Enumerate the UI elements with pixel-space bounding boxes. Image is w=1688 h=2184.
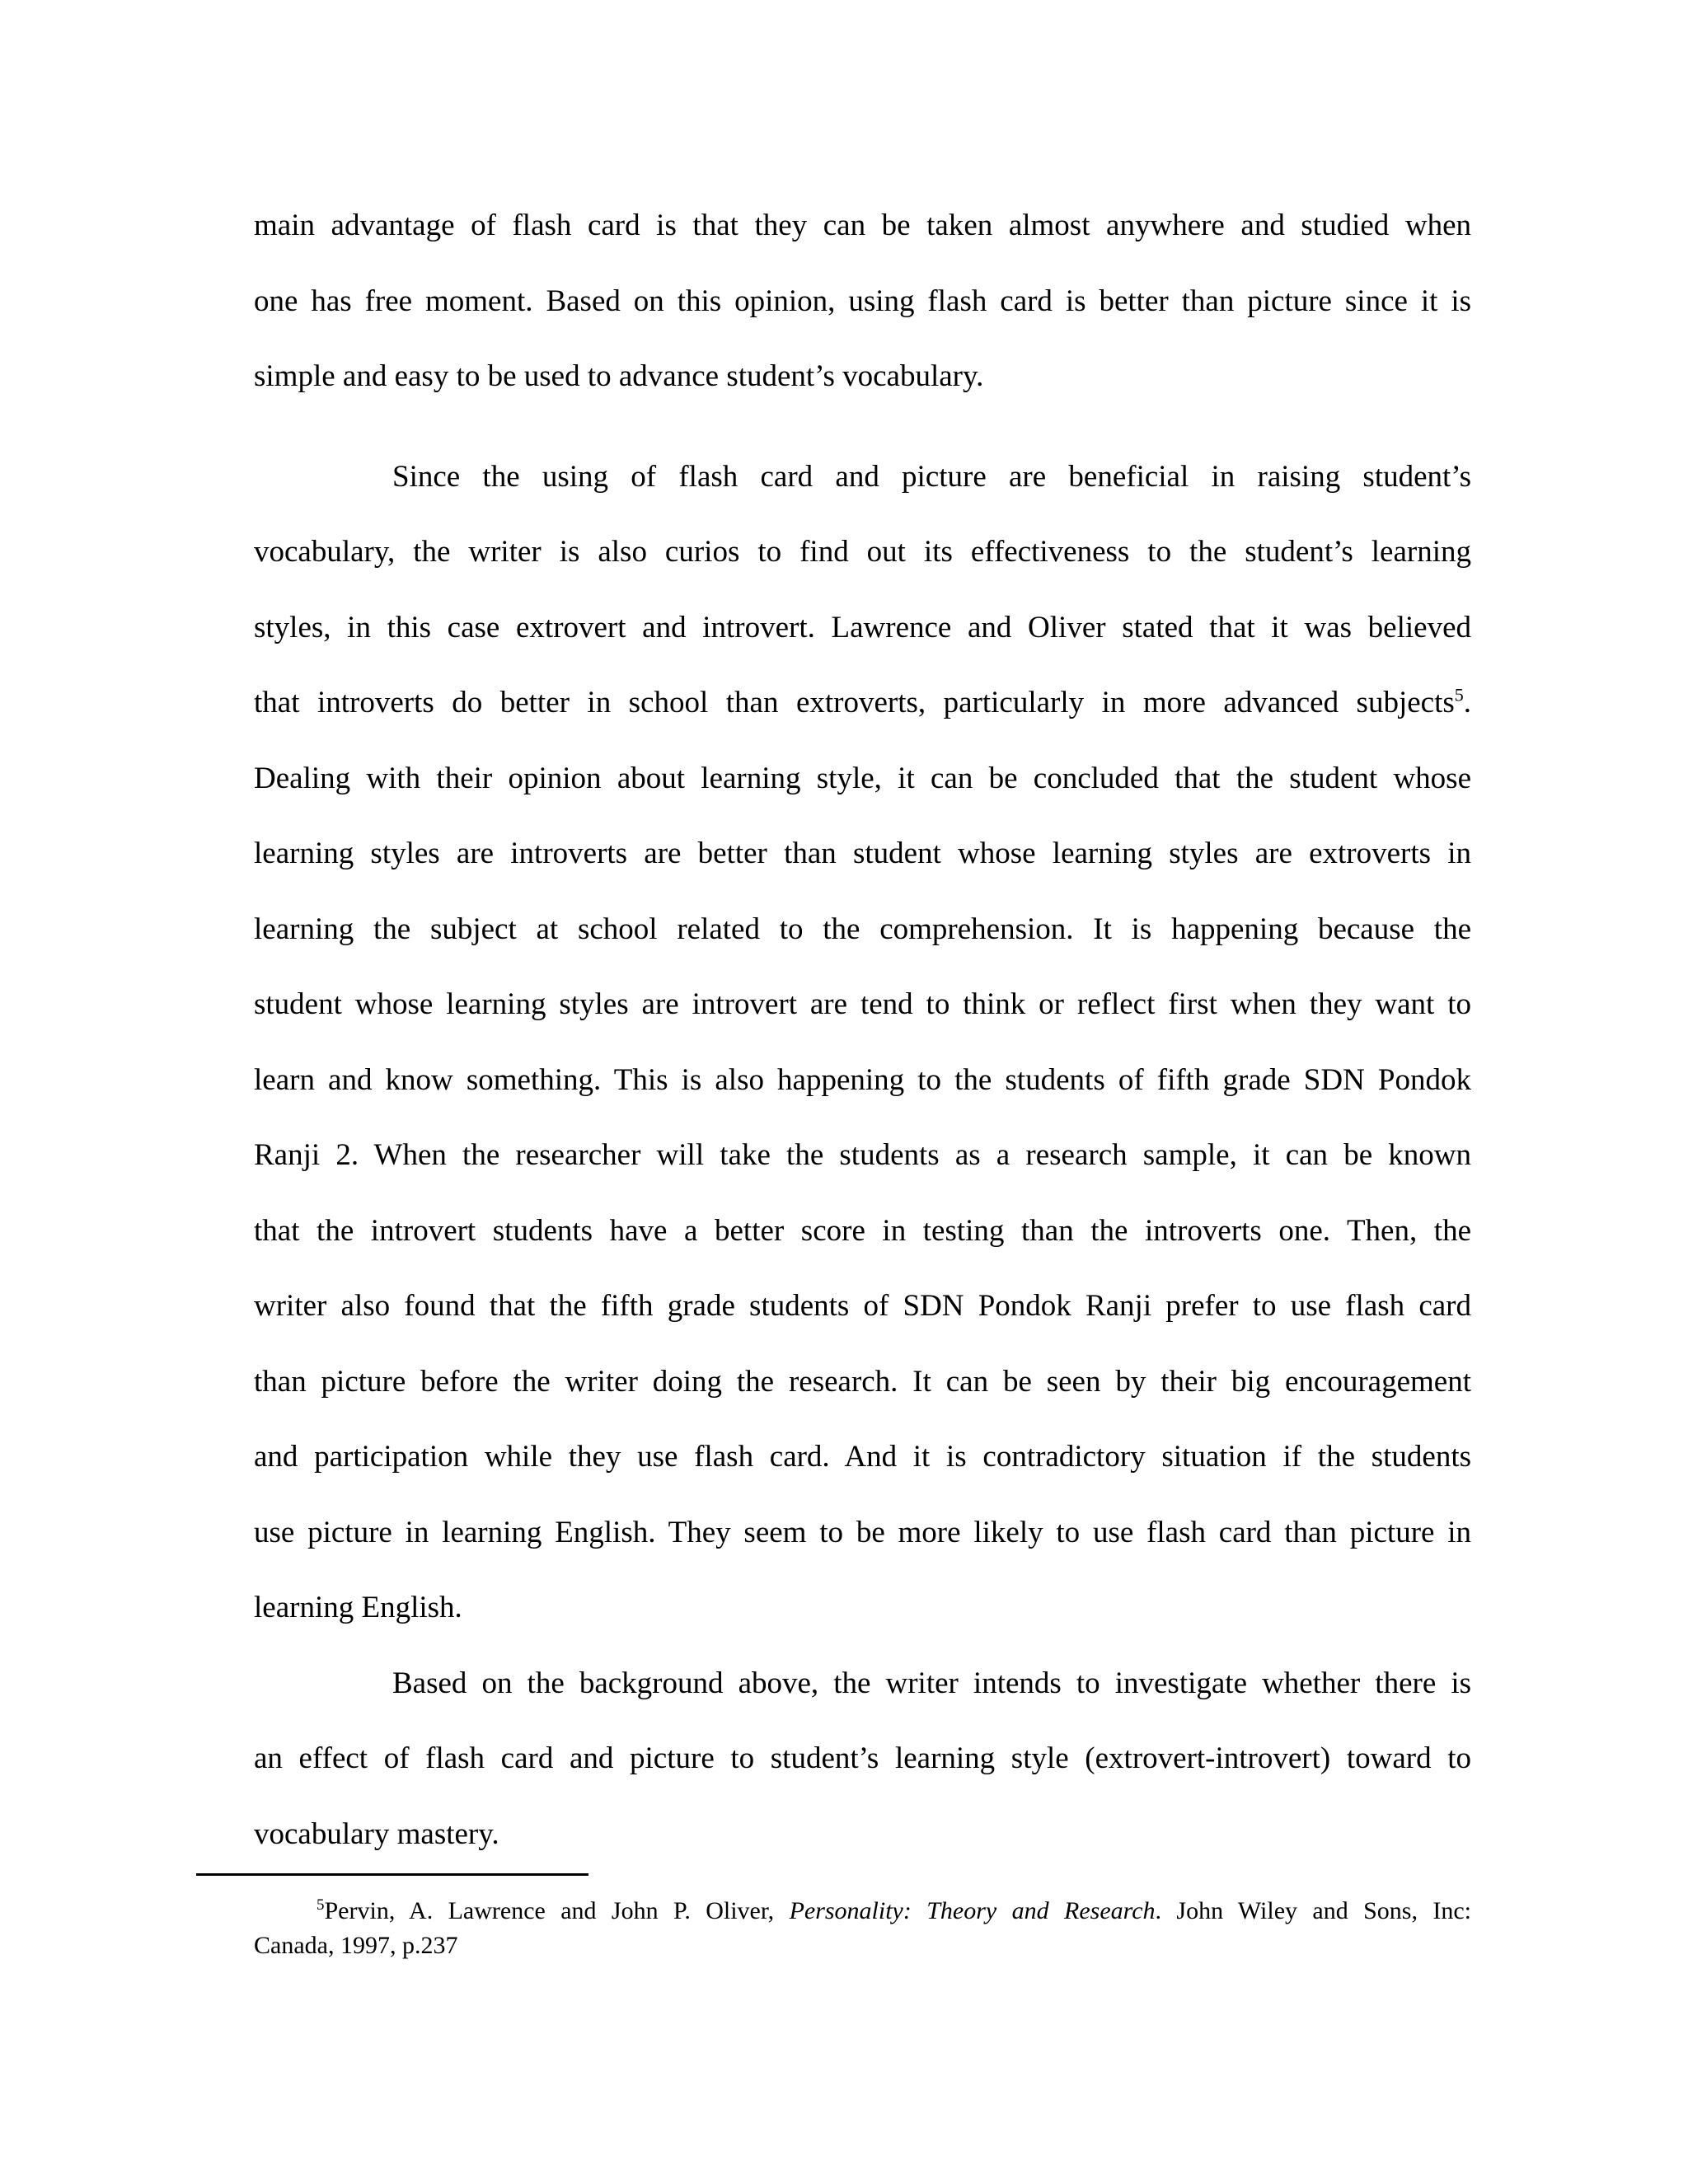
footnote-book-title: Personality: Theory and Research — [789, 1897, 1156, 1924]
paragraph-3-line-1: Based on the background above, the writer intends to investigate whether there is — [392, 1666, 1471, 1700]
paragraph-2-line-8: student whose learning styles are introvert are tend to think or reflect first when they want to — [254, 987, 1471, 1021]
footnote-separator — [196, 1873, 588, 1876]
paragraph-1-line-1: main advantage of flash card is that they can be taken almost anywhere and studied when — [254, 209, 1471, 242]
paragraph-2-line-11: that the introvert students have a better score in testing than the introverts one. Then, the — [254, 1213, 1471, 1248]
footnote-reference-period: . — [1463, 686, 1471, 719]
paragraph-2-line-12: writer also found that the fifth grade students of SDN Pondok Ranji prefer to use flash card — [254, 1289, 1471, 1323]
paragraph-2-line-6: learning styles are introverts are better than student whose learning styles are extroverts in — [254, 837, 1471, 870]
body-text — [254, 188, 1471, 1872]
footnote-publisher: . John Wiley and Sons, Inc: — [1155, 1897, 1471, 1924]
paragraph-2-line-3: styles, in this case extrovert and introvert. Lawrence and Oliver stated that it was believed — [254, 610, 1471, 644]
paragraph-2-line-16: learning English. — [254, 1591, 462, 1624]
footnote-line-2: Canada, 1997, p.237 — [254, 1932, 458, 1959]
paragraph-2-line-5: Dealing with their opinion about learning style, it can be concluded that the student whose — [254, 761, 1471, 795]
paragraph-2-line-13: than picture before the writer doing the research. It can be seen by their big encouragement — [254, 1364, 1471, 1399]
footnote-line-1 — [254, 1894, 1471, 1929]
paragraph-2-line-1: Since the using of flash card and picture are beneficial in raising student’s — [392, 459, 1471, 494]
paragraph-2-line-9: learn and know something. This is also happening to the students of fifth grade SDN Pondok — [254, 1062, 1471, 1097]
footnote — [254, 1894, 1471, 1963]
paragraph-2-line-15: use picture in learning English. They seem to be more likely to use flash card than picture in — [254, 1515, 1471, 1549]
footnote-number: 5 — [316, 1896, 325, 1914]
footnote-authors: Pervin, A. Lawrence and John P. Oliver, — [324, 1897, 790, 1924]
paragraph-2-line-4-text: that introverts do better in school than extroverts, particularly in more advanced subjects — [254, 686, 1455, 719]
paragraph-gap — [254, 415, 1471, 439]
paragraph-2-line-4 — [254, 665, 1471, 741]
paragraph-2-line-2: vocabulary, the writer is also curios to find out its effectiveness to the student’s learning — [254, 535, 1471, 569]
paragraph-2-line-10: Ranji 2. When the researcher will take the students as a research sample, it can be known — [254, 1138, 1471, 1172]
paragraph-3-line-3: vocabulary mastery. — [254, 1816, 499, 1851]
footnote-reference: 5 — [1454, 684, 1464, 705]
paragraph-3-line-2: an effect of flash card and picture to student’s learning style (extrovert-introvert) toward to — [254, 1741, 1471, 1775]
paragraph-1-line-3: simple and easy to be used to advance student’s vocabulary. — [254, 359, 984, 393]
paragraph-2-line-14: and participation while they use flash card. And it is contradictory situation if the students — [254, 1440, 1471, 1474]
paragraph-1-line-2: one has free moment. Based on this opinion, using flash card is better than picture since it is — [254, 284, 1471, 318]
paragraph-2-line-7: learning the subject at school related to the comprehension. It is happening because the — [254, 912, 1471, 946]
